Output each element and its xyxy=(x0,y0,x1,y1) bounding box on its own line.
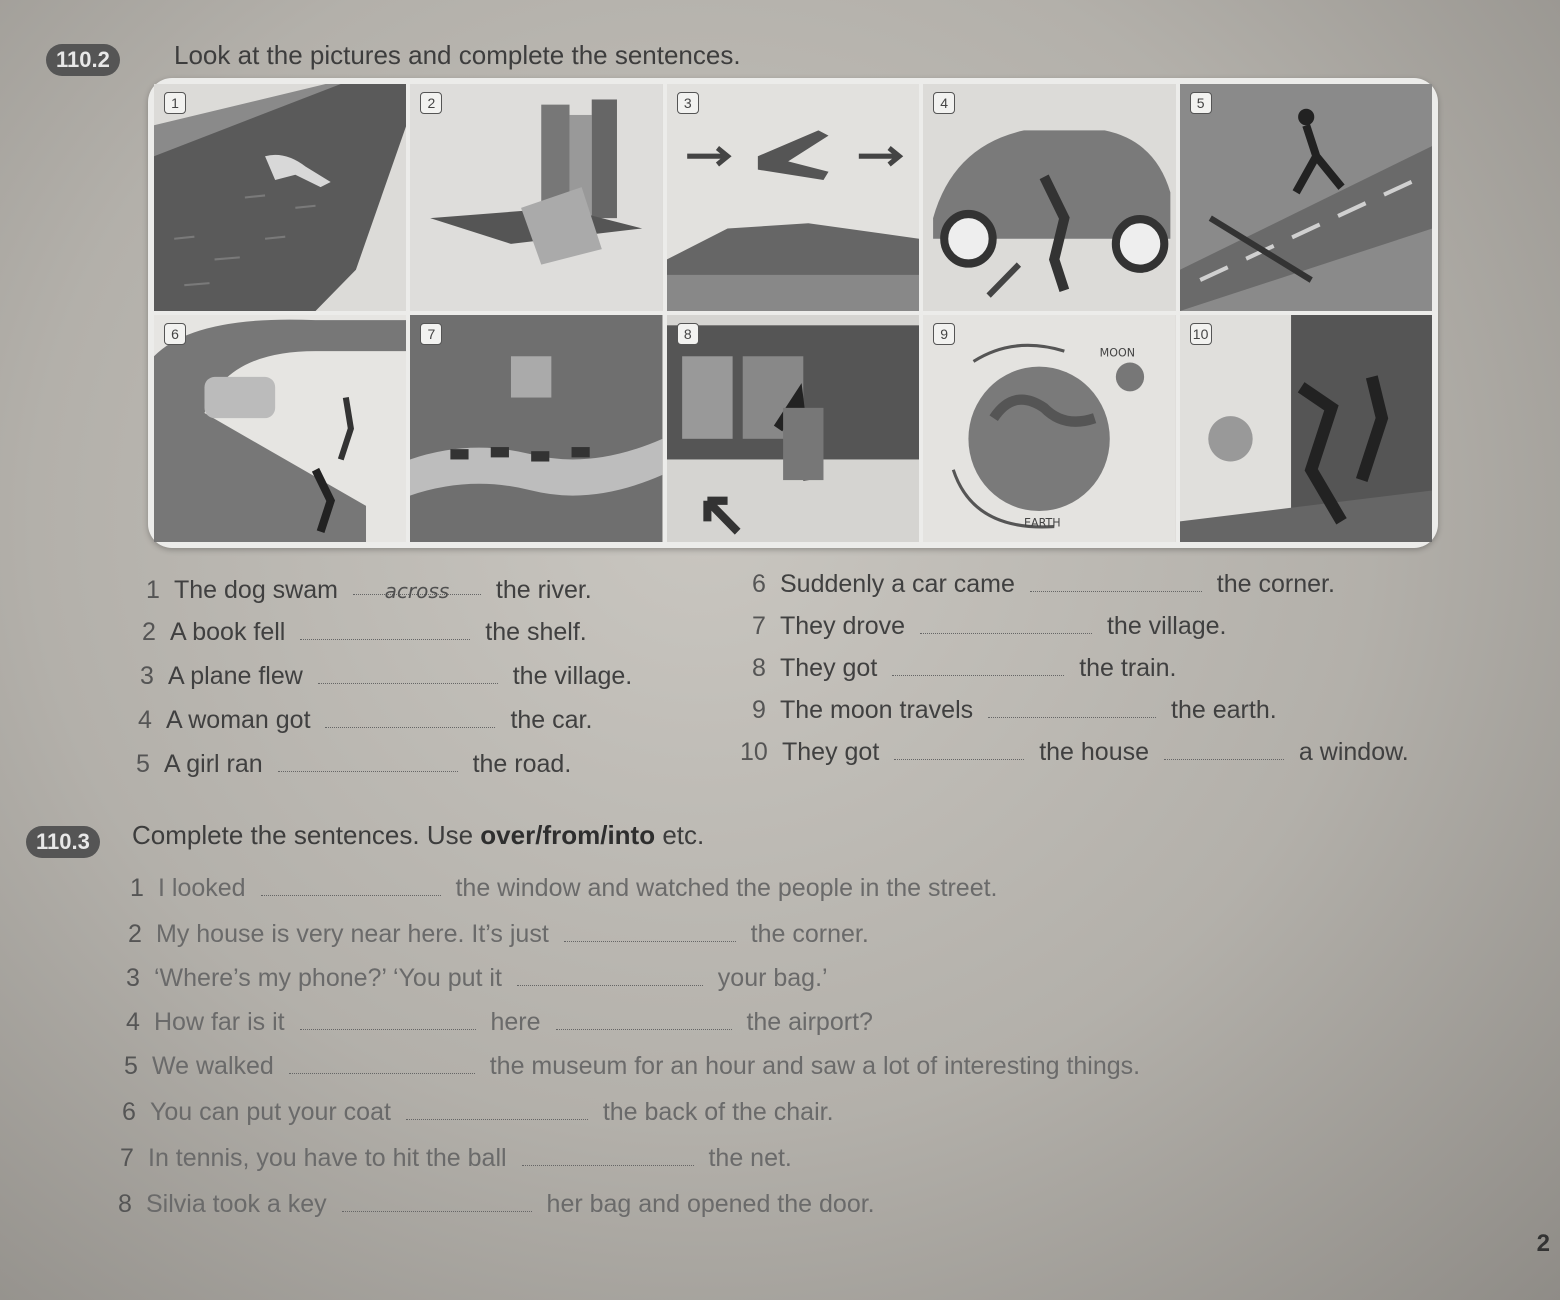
ex2-sentence-7 xyxy=(120,1144,792,1173)
ex1-sentence-2 xyxy=(142,618,587,647)
sentence-text: A plane flew xyxy=(168,662,303,690)
answer-blank[interactable] xyxy=(406,1101,588,1120)
sentence-number: 8 xyxy=(752,654,766,682)
sentence-ending: the river. xyxy=(495,576,592,604)
sentence-ending: the village. xyxy=(512,662,633,690)
sentence-number: 3 xyxy=(126,964,140,992)
sentence-number: 9 xyxy=(752,696,766,724)
sentence-ending: the museum for an hour and saw a lot of interesting things. xyxy=(489,1052,1141,1080)
picture-4-woman-car xyxy=(923,84,1175,311)
answer-blank[interactable] xyxy=(1164,741,1284,760)
answer-blank[interactable] xyxy=(894,741,1024,760)
ex1-sentence-6 xyxy=(752,570,1335,599)
sentence-text: How far is it xyxy=(154,1008,285,1036)
sentence-number: 4 xyxy=(126,1008,140,1036)
sentence-ending: the car. xyxy=(510,706,593,734)
picture-10-house-window xyxy=(1180,315,1432,542)
exercise-heading-110-3 xyxy=(132,820,704,851)
sentence-ending: the window and watched the people in the street. xyxy=(455,874,998,902)
sentence-ending: the road. xyxy=(472,750,572,778)
sentence-number: 4 xyxy=(138,706,152,734)
sentence-number: 1 xyxy=(130,874,144,902)
ex2-sentence-5 xyxy=(124,1052,1140,1081)
sentence-ending: the village. xyxy=(1106,612,1227,640)
ex1-sentence-7 xyxy=(752,612,1227,641)
heading-text-end: etc. xyxy=(655,820,705,850)
sentence-ending: the house xyxy=(1039,738,1150,766)
heading-text: Complete the sentences. Use xyxy=(132,820,481,850)
exercise-badge-110-2: 110.2 xyxy=(46,44,120,76)
sentence-ending: your bag.’ xyxy=(717,964,828,992)
answer-blank[interactable] xyxy=(556,1011,732,1030)
page-number: 2 xyxy=(1536,1230,1550,1257)
ex2-sentence-1 xyxy=(130,874,998,903)
sentence-text: In tennis, you have to hit the ball xyxy=(148,1144,507,1172)
heading-bold-prepositions: over/from/into xyxy=(480,820,656,850)
ex2-sentence-4 xyxy=(126,1008,873,1037)
ex1-sentence-3 xyxy=(140,662,632,691)
answer-blank[interactable] xyxy=(564,923,736,942)
picture-6-car-corner xyxy=(154,315,406,542)
picture-7-drive-village xyxy=(410,315,662,542)
answer-blank[interactable] xyxy=(289,1055,475,1074)
sentence-text: Silvia took a key xyxy=(146,1190,327,1218)
sentence-ending: the corner. xyxy=(750,920,869,948)
sentence-number: 2 xyxy=(142,618,156,646)
picture-number: 4 xyxy=(933,92,955,114)
exercise-badge-110-3: 110.3 xyxy=(26,826,100,858)
sentence-text: A book fell xyxy=(170,618,286,646)
ex1-sentence-9 xyxy=(752,696,1277,725)
answer-blank[interactable] xyxy=(325,709,495,728)
sentence-text: They got xyxy=(782,738,880,766)
sentence-text: A woman got xyxy=(166,706,311,734)
sentence-ending: the corner. xyxy=(1216,570,1335,598)
ex2-sentence-2 xyxy=(128,920,869,949)
sentence-number: 7 xyxy=(120,1144,134,1172)
picture-number: 3 xyxy=(677,92,699,114)
sentence-text: Suddenly a car came xyxy=(780,570,1015,598)
picture-number: 10 xyxy=(1190,323,1212,345)
sentence-text: The moon travels xyxy=(780,696,974,724)
sentence-text: They drove xyxy=(780,612,906,640)
sentence-number: 1 xyxy=(146,576,160,604)
sentence-number: 10 xyxy=(740,738,768,766)
sentence-ending: her bag and opened the door. xyxy=(546,1190,875,1218)
moon-label: MOON xyxy=(1099,346,1136,360)
picture-2-book-shelf xyxy=(410,84,662,311)
picture-9-moon-earth xyxy=(923,315,1175,542)
sentence-number: 6 xyxy=(752,570,766,598)
answer-blank[interactable] xyxy=(353,576,481,603)
sentence-number: 5 xyxy=(136,750,150,778)
picture-number: 8 xyxy=(677,323,699,345)
answer-blank[interactable] xyxy=(892,657,1064,676)
answer-blank[interactable] xyxy=(920,615,1092,634)
sentence-text: The dog swam xyxy=(174,576,338,604)
sentence-text: You can put your coat xyxy=(150,1098,391,1126)
picture-number: 7 xyxy=(420,323,442,345)
earth-label: EARTH xyxy=(1024,516,1061,530)
picture-number: 5 xyxy=(1190,92,1212,114)
sentence-ending: the net. xyxy=(708,1144,792,1172)
ex1-sentence-4 xyxy=(138,706,592,735)
picture-number: 9 xyxy=(933,323,955,345)
answer-blank[interactable] xyxy=(300,621,470,640)
picture-1-dog-river xyxy=(154,84,406,311)
answer-blank[interactable] xyxy=(300,1011,476,1030)
answer-blank[interactable] xyxy=(517,967,703,986)
sentence-number: 5 xyxy=(124,1052,138,1080)
answer-blank[interactable] xyxy=(278,753,458,772)
answer-blank[interactable] xyxy=(1030,573,1202,592)
ex1-sentence-8 xyxy=(752,654,1176,683)
sentence-ending: the earth. xyxy=(1171,696,1277,724)
answer-blank[interactable] xyxy=(342,1193,532,1212)
sentence-text: We walked xyxy=(152,1052,274,1080)
ex1-sentence-5 xyxy=(136,750,571,779)
ex2-sentence-8 xyxy=(118,1190,875,1219)
ex2-sentence-6 xyxy=(122,1098,834,1127)
picture-number: 1 xyxy=(164,92,186,114)
answer-blank[interactable] xyxy=(988,699,1156,718)
sentence-number: 6 xyxy=(122,1098,136,1126)
picture-panel xyxy=(148,78,1438,548)
sentence-middle: here xyxy=(490,1008,541,1036)
picture-number: 6 xyxy=(164,323,186,345)
answer-blank[interactable] xyxy=(318,665,498,684)
picture-5-girl-road xyxy=(1180,84,1432,311)
picture-3-plane-village xyxy=(667,84,919,311)
sentence-ending: the back of the chair. xyxy=(602,1098,834,1126)
exercise-heading-110-2: Look at the pictures and complete the sentences. xyxy=(174,40,741,70)
filled-answer: across xyxy=(384,579,450,603)
sentence-number: 2 xyxy=(128,920,142,948)
sentence-text: A girl ran xyxy=(164,750,263,778)
sentence-text: My house is very near here. It’s just xyxy=(156,920,549,948)
picture-number: 2 xyxy=(420,92,442,114)
answer-blank[interactable] xyxy=(522,1147,694,1166)
sentence-text: I looked xyxy=(158,874,246,902)
sentence-ending: the train. xyxy=(1079,654,1177,682)
sentence-ending-2: a window. xyxy=(1298,738,1409,766)
sentence-number: 8 xyxy=(118,1190,132,1218)
sentence-ending: the airport? xyxy=(746,1008,873,1036)
picture-8-train xyxy=(667,315,919,542)
sentence-text: ‘Where’s my phone?’ ‘You put it xyxy=(154,964,502,992)
ex1-sentence-10 xyxy=(740,738,1409,767)
sentence-number: 3 xyxy=(140,662,154,690)
sentence-ending: the shelf. xyxy=(485,618,587,646)
sentence-text: They got xyxy=(780,654,878,682)
answer-blank[interactable] xyxy=(261,877,441,896)
sentence-number: 7 xyxy=(752,612,766,640)
ex1-sentence-1 xyxy=(146,576,592,605)
ex2-sentence-3 xyxy=(126,964,828,993)
